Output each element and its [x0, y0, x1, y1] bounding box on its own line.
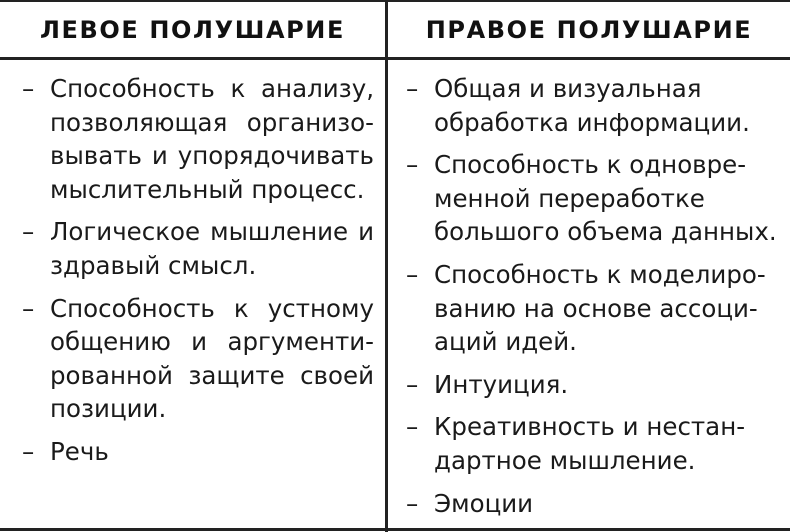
header-divider [0, 57, 790, 60]
column-divider [385, 0, 388, 532]
dash-bullet: – [406, 74, 419, 103]
item-line: Эмоции [434, 488, 534, 518]
dash-bullet: – [22, 217, 35, 247]
dash-bullet: – [406, 150, 419, 180]
item-line: позволяющая организо- [50, 107, 374, 137]
item-line: Логическое мышление и [50, 217, 374, 247]
item-line: рованной защите своей [50, 360, 374, 390]
item-line: менной переработке [434, 183, 705, 213]
item-line: Интуиция. [434, 369, 569, 399]
header-right-hemisphere: ПРАВОЕ ПОЛУШАРИЕ [425, 15, 753, 44]
item-line: Речь [50, 436, 109, 466]
list-item [22, 215, 374, 282]
item-line: Креативность и нестан- [434, 412, 746, 442]
item-line: обработка информации. [434, 107, 750, 137]
list-item [406, 368, 776, 402]
item-line: Способность к одновре- [434, 150, 747, 180]
dash-bullet: – [406, 488, 419, 518]
list-item [406, 72, 776, 139]
item-line: большого объема данных. [434, 217, 777, 247]
dash-bullet: – [22, 436, 35, 466]
item-line: дартное мышление. [434, 445, 696, 475]
item-line: общению и аргументи- [50, 327, 374, 357]
list-item [406, 148, 776, 249]
list-item [22, 292, 374, 426]
list-item [406, 258, 776, 359]
item-line: вывать и упорядочивать [50, 141, 374, 171]
item-line: здравый смысл. [50, 250, 257, 280]
dash-bullet: – [406, 259, 419, 289]
header-left-hemisphere: ЛЕВОЕ ПОЛУШАРИЕ [40, 15, 345, 44]
right-hemisphere-list [406, 72, 776, 529]
dash-bullet: – [22, 293, 35, 323]
dash-bullet: – [406, 412, 419, 442]
list-item [406, 487, 776, 521]
list-item [22, 435, 374, 469]
left-hemisphere-list [22, 72, 374, 478]
list-item [406, 410, 776, 477]
dash-bullet: – [406, 369, 419, 399]
item-line: Общая и визуальная [434, 74, 702, 103]
item-line: аций идей. [434, 327, 577, 357]
item-line: мыслительный процесс. [50, 174, 365, 204]
list-item [22, 72, 374, 206]
item-line: ванию на основе ассоци- [434, 293, 758, 323]
item-line: позиции. [50, 394, 167, 424]
dash-bullet: – [22, 74, 35, 103]
item-line: Способность к анализу, [50, 74, 374, 103]
item-line: Способность к устному [50, 293, 374, 323]
item-line: Способность к моделиро- [434, 259, 766, 289]
